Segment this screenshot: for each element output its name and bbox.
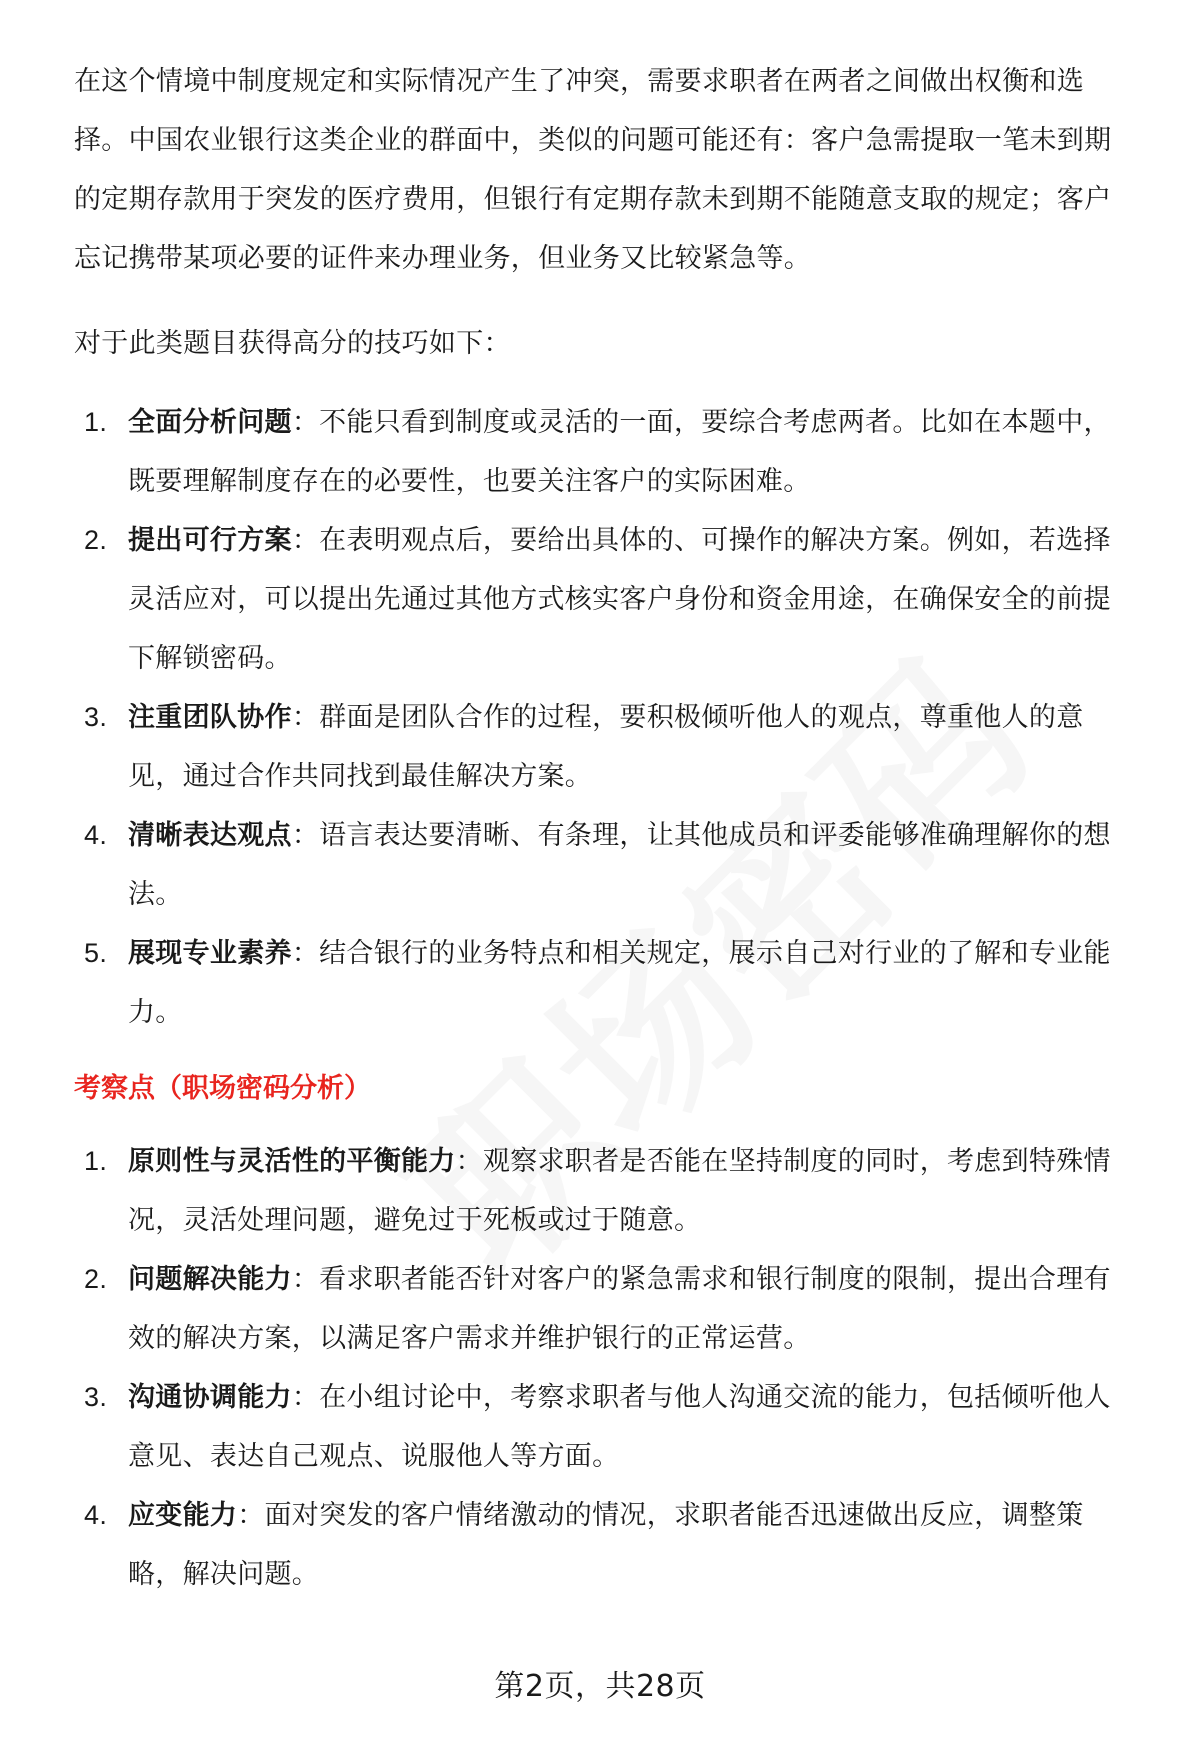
list-number: 3. — [84, 1382, 108, 1412]
list-item — [74, 393, 1134, 511]
tips-intro: 对于此类题目获得高分的技巧如下： — [74, 328, 511, 359]
list-term: 展现专业素养 — [128, 938, 292, 969]
document-page — [74, 52, 1134, 1626]
list-term: 提出可行方案 — [128, 525, 292, 556]
list-text: ：语言表达要清晰、有条理，让其他成员和评委能够准确理解你的想法。 — [128, 820, 1111, 910]
list-term: 注重团队协作 — [128, 702, 292, 733]
list-term: 应变能力 — [128, 1500, 238, 1531]
list-term: 原则性与灵活性的平衡能力 — [128, 1146, 456, 1177]
list-item — [74, 511, 1134, 688]
list-text: ：面对突发的客户情绪激动的情况，求职者能否迅速做出反应，调整策略，解决问题。 — [128, 1500, 1084, 1590]
list-number: 2. — [84, 525, 108, 555]
list-item — [74, 1368, 1134, 1486]
list-number: 5. — [84, 938, 108, 968]
list-term: 清晰表达观点 — [128, 820, 292, 851]
list-text: ：观察求职者是否能在坚持制度的同时，考虑到特殊情况，灵活处理问题，避免过于死板或过于随意。 — [128, 1146, 1111, 1236]
list-number: 4. — [84, 1500, 108, 1530]
list-text: ：不能只看到制度或灵活的一面，要综合考虑两者。比如在本题中，既要理解制度存在的必要性，也要关注客户的实际困难。 — [128, 407, 1111, 497]
list-term: 全面分析问题 — [128, 407, 292, 438]
section-title: 考察点（职场密码分析） — [74, 1073, 371, 1104]
list-item — [74, 1132, 1134, 1250]
list-number: 3. — [84, 702, 108, 732]
list-term: 沟通协调能力 — [128, 1382, 292, 1413]
tips-list — [74, 393, 1134, 1042]
points-list — [74, 1132, 1134, 1604]
list-number: 1. — [84, 1146, 108, 1176]
page-footer: 第2页，共28页 — [494, 1669, 706, 1704]
list-item — [74, 924, 1134, 1042]
list-item — [74, 806, 1134, 924]
list-text: ：在表明观点后，要给出具体的、可操作的解决方案。例如，若选择灵活应对，可以提出先通过其他方式核实客户身份和资金用途，在确保安全的前提下解锁密码。 — [128, 525, 1111, 674]
list-item — [74, 688, 1134, 806]
list-number: 2. — [84, 1264, 108, 1294]
intro-paragraph: 在这个情境中制度规定和实际情况产生了冲突，需要求职者在两者之间做出权衡和选择。中国农业银行这类企业的群面中，类似的问题可能还有：客户急需提取一笔未到期的定期存款用于突发的医疗费用，但银行有定期存款未到期不能随意支取的规定；客户忘记携带某项必要的证件来办理业务，但业务又比较紧急等。 — [74, 66, 1112, 274]
list-term: 问题解决能力 — [128, 1264, 292, 1295]
list-item — [74, 1250, 1134, 1368]
list-text: ：看求职者能否针对客户的紧急需求和银行制度的限制，提出合理有效的解决方案，以满足客户需求并维护银行的正常运营。 — [128, 1264, 1111, 1354]
list-item — [74, 1486, 1134, 1604]
list-number: 4. — [84, 820, 108, 850]
list-text: ：结合银行的业务特点和相关规定，展示自己对行业的了解和专业能力。 — [128, 938, 1111, 1028]
list-text: ：在小组讨论中，考察求职者与他人沟通交流的能力，包括倾听他人意见、表达自己观点、说服他人等方面。 — [128, 1382, 1111, 1472]
list-text: ：群面是团队合作的过程，要积极倾听他人的观点，尊重他人的意见，通过合作共同找到最佳解决方案。 — [128, 702, 1084, 792]
list-number: 1. — [84, 407, 108, 437]
